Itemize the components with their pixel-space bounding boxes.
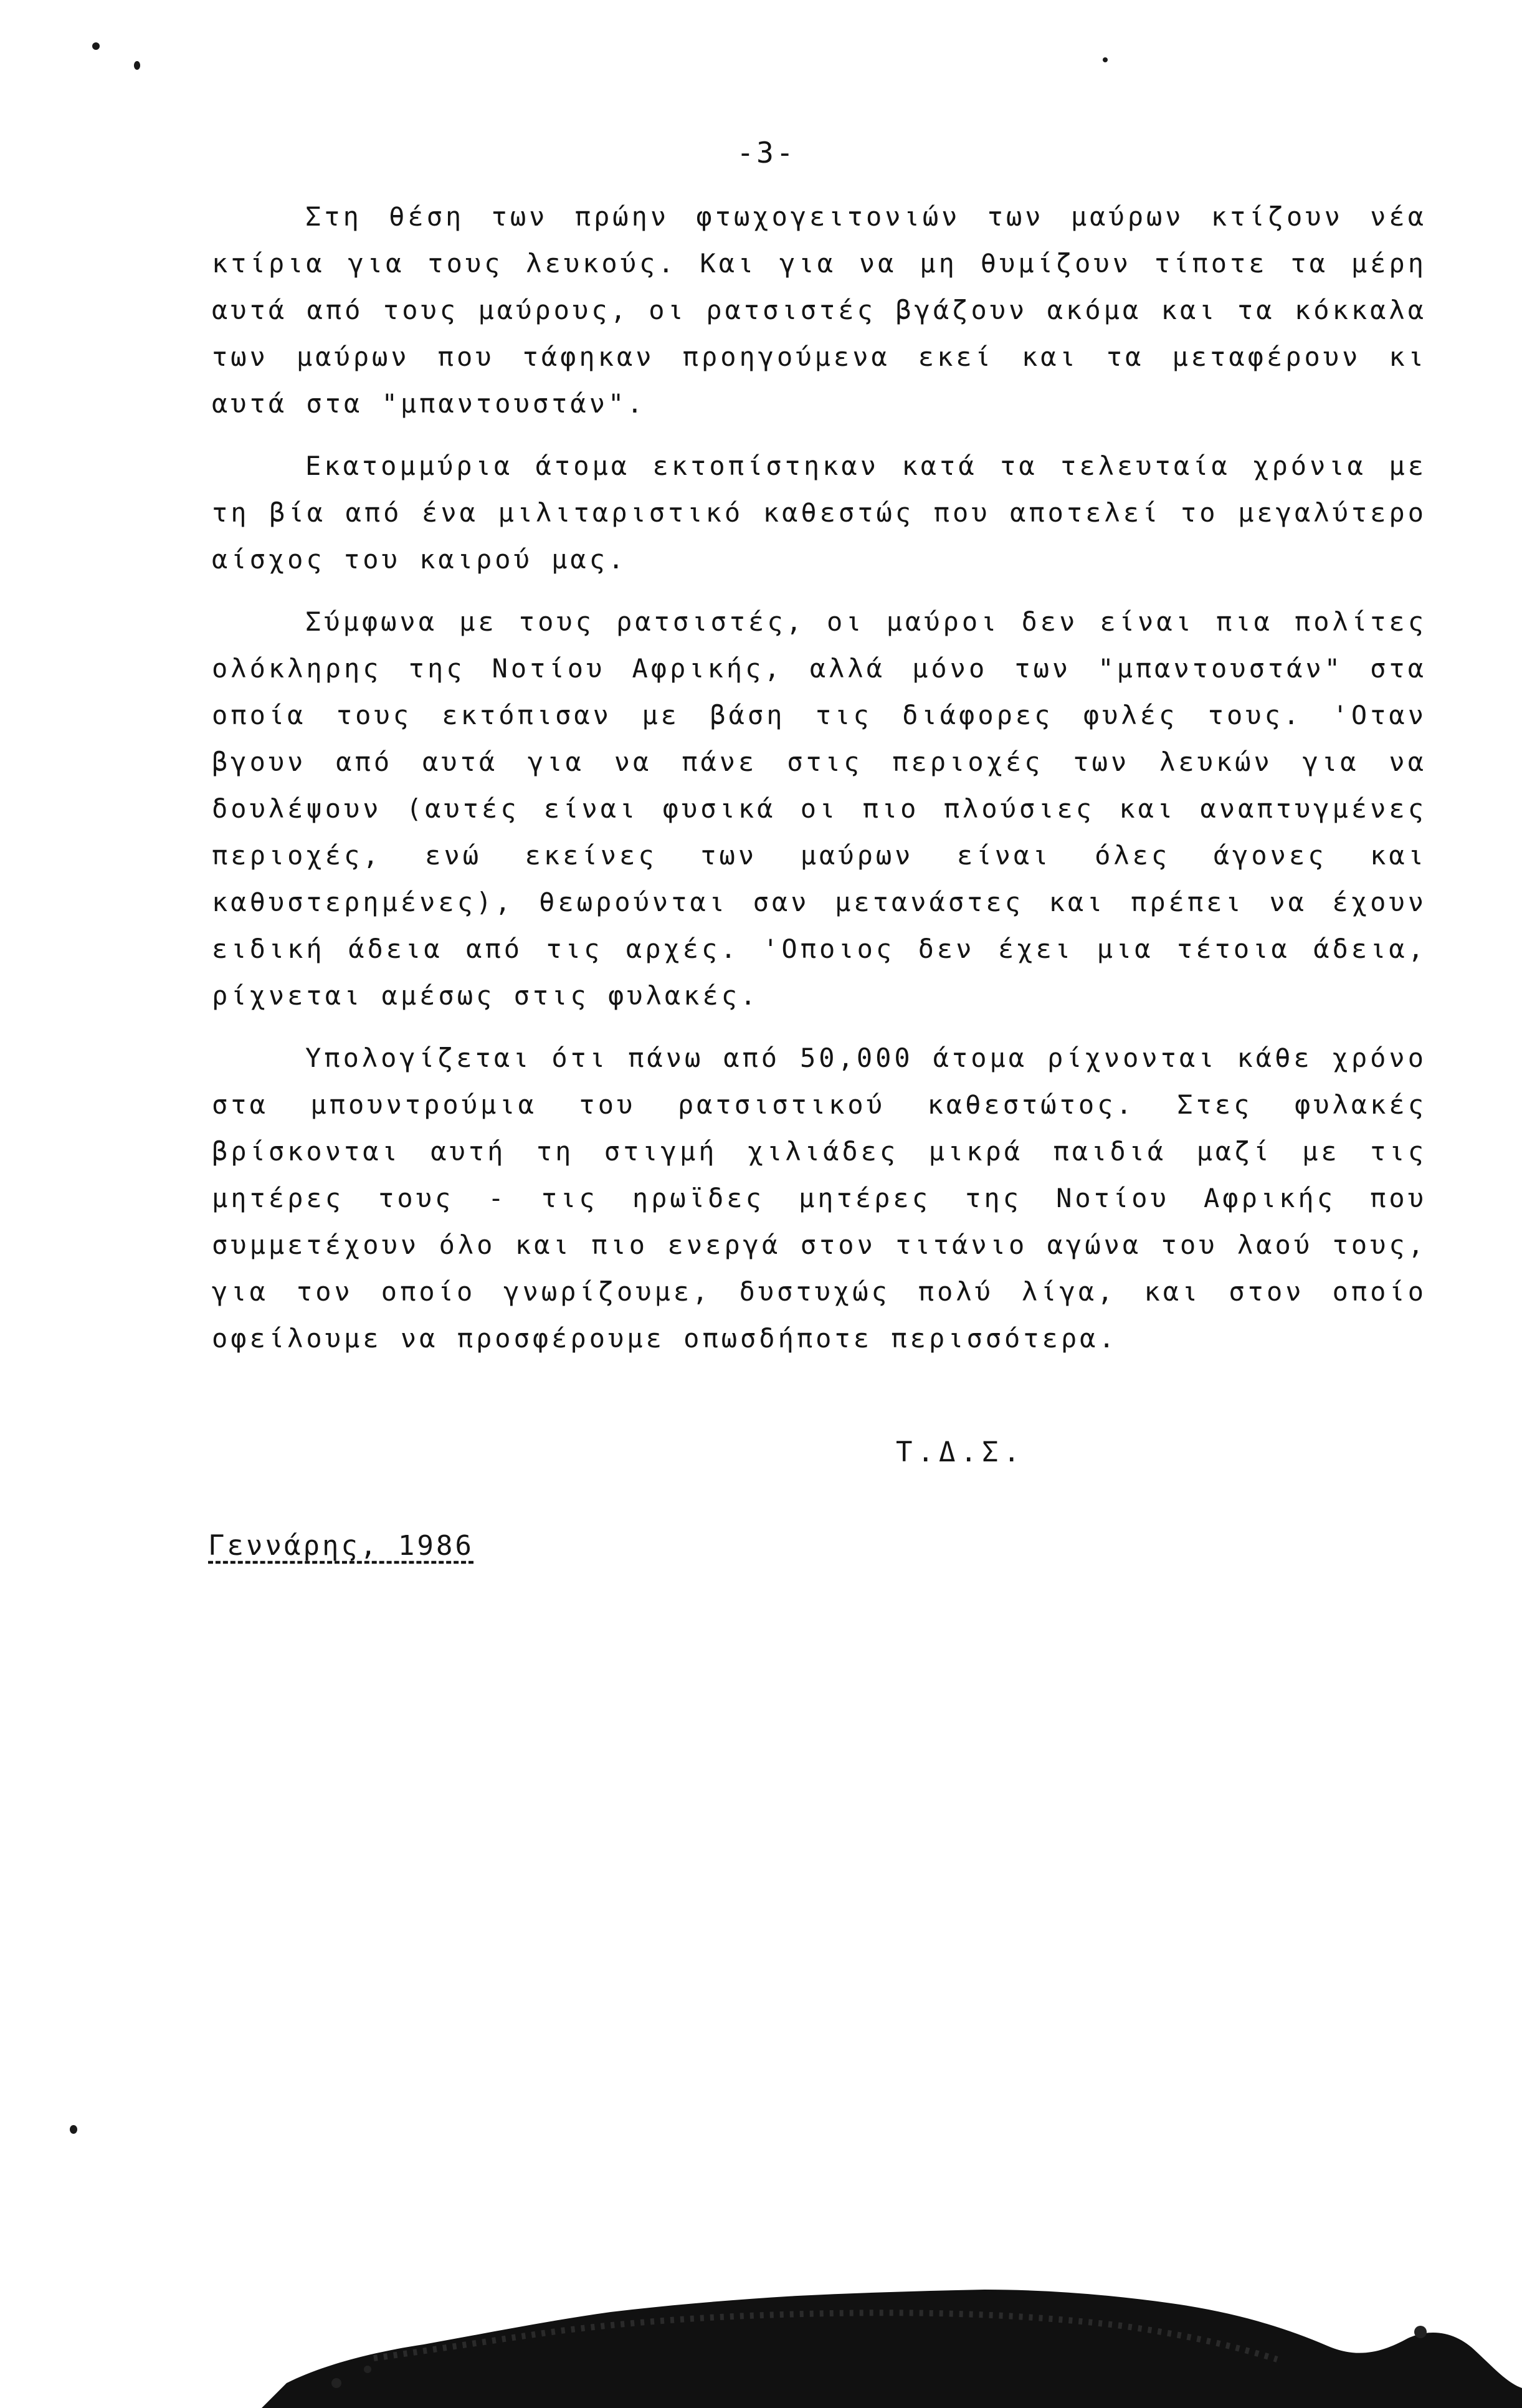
paragraph: Σύμφωνα με τους ρατσιστές, οι μαύροι δεν είναι πια πολίτες ολόκληρης της Νοτίου Αφρικής, αλλά μόνο των "μπαντουστάν" στα οποία τους εκτόπισαν με βάση τις διάφορες φυλές τους. 'Οταν βγουν από αυτά για να πάνε στις περιοχές των λευκών για να δουλέψουν (αυτές είναι φυσικά οι πιο πλούσιες και αναπτυγμένες περιοχές, ενώ εκείνες των μαύρων είναι όλες άγονες και καθυστερημένες), θεωρούνται σαν μετανάστες και πρέπει να έχουν ειδική άδεια από τις αρχές. 'Οποιος δεν έχει μια τέτοια άδεια, ρίχνεται αμέσως στις φυλακές.: [212, 606, 1427, 1011]
scan-speck: [70, 2125, 77, 2134]
scan-speck: [1103, 57, 1108, 62]
page-number: -3-: [736, 136, 796, 170]
paragraph: Υπολογίζεται ότι πάνω από 50,000 άτομα ρίχνονται κάθε χρόνο στα μπουντρούμια του ρατσιστικού καθεστώτος. Στες φυλακές βρίσκονται αυτή τη στιγμή χιλιάδες μικρά παιδιά μαζί με τις μητέρες τους - τις ηρωϊδες μητέρες της Νοτίου Αφρικής που συμμετέχουν όλο και πιο ενεργά στον τιτάνιο αγώνα του λαού τους, για τον οποίο γνωρίζουμε, δυστυχώς πολύ λίγα, και στον οποίο οφείλουμε να προσφέρουμε οπωσδήποτε περισσότερα.: [212, 1043, 1427, 1354]
document-body: [212, 193, 1427, 1377]
signature: Τ.Δ.Σ.: [896, 1436, 1025, 1468]
paragraph: Στη θέση των πρώην φτωχογειτονιών των μαύρων κτίζουν νέα κτίρια για τους λευκούς. Και για να μη θυμίζουν τίποτε τα μέρη αυτά από τους μαύρους, οι ρατσιστές βγάζουν ακόμα και τα κόκκαλα των μαύρων που τάφηκαν προηγούμενα εκεί και τα μεταφέρουν κι αυτά στα "μπαντουστάν".: [212, 201, 1427, 419]
document-date: Γεννάρης, 1986: [208, 1530, 474, 1562]
paragraph: Εκατομμύρια άτομα εκτοπίστηκαν κατά τα τελευταία χρόνια με τη βία από ένα μιλιταριστικό καθεστώς που αποτελεί το μεγαλύτερο αίσχος του καιρού μας.: [212, 451, 1427, 575]
scan-speck: [134, 61, 140, 70]
scan-speck: [92, 42, 100, 50]
torn-page-edge: [0, 2258, 1522, 2408]
